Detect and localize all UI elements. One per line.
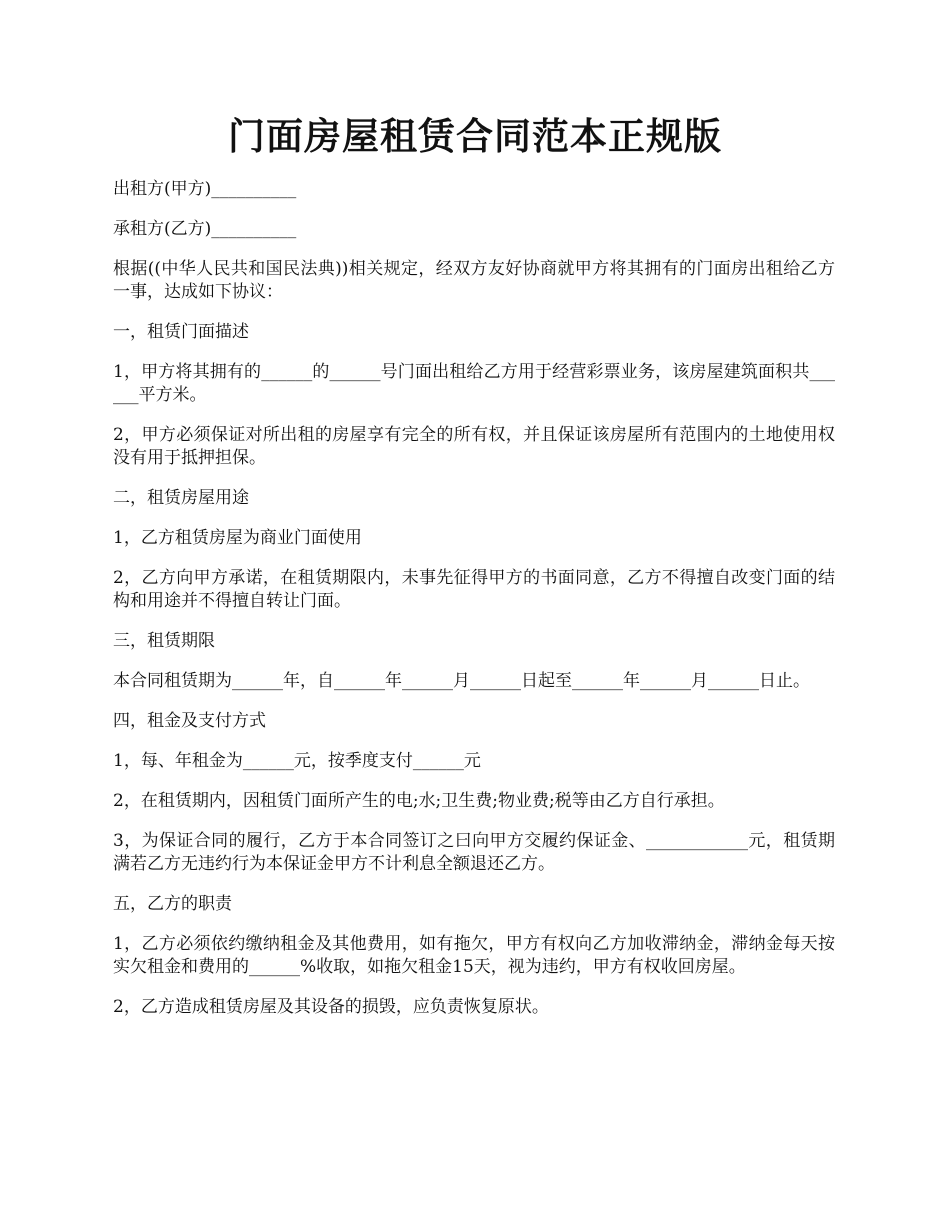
clause-4-2: 2，在租赁期内，因租赁门面所产生的电;水;卫生费;物业费;税等由乙方自行承担。 (113, 791, 725, 811)
document-title: 门面房屋租赁合同范本正规版 (228, 114, 722, 158)
lessee-line: 承租方(乙方)__________ (113, 219, 297, 239)
section-heading-1: 一，租赁门面描述 (113, 322, 249, 342)
clause-4-3: 3，为保证合同的履行，乙方于本合同签订之曰向甲方交履约保证金、____________元，租赁期满若乙方无违约行为本保证金甲方不计利息全额退还乙方。 (113, 831, 835, 874)
clause-5-2: 2，乙方造成租赁房屋及其设备的损毁，应负责恢复原状。 (113, 997, 549, 1017)
document-body (113, 178, 835, 1036)
clause-1-1: 1，甲方将其拥有的______的______号门面出租给乙方用于经营彩票业务，该房屋建筑面积共______平方米。 (113, 362, 835, 405)
clause-2-1: 1，乙方租赁房屋为商业门面使用 (113, 528, 362, 548)
clause-3-1: 本合同租赁期为______年，自______年______月______日起至______年______月______日止。 (113, 671, 810, 691)
section-heading-4: 四，租金及支付方式 (113, 711, 266, 731)
section-heading-2: 二，租赁房屋用途 (113, 488, 249, 508)
section-heading-5: 五，乙方的职责 (113, 894, 232, 914)
section-heading-3: 三，租赁期限 (113, 631, 215, 651)
clause-4-1: 1，每、年租金为______元，按季度支付______元 (113, 751, 481, 771)
clause-5-1: 1，乙方必须依约缴纳租金及其他费用，如有拖欠，甲方有权向乙方加收滞纳金，滞纳金每天按实欠租金和费用的______%收取，如拖欠租金15天，视为违约，甲方有权收回房屋。 (113, 934, 835, 977)
preamble-paragraph: 根据((中华人民共和国民法典))相关规定，经双方友好协商就甲方将其拥有的门面房出租给乙方一事，达成如下协议： (113, 259, 835, 302)
clause-2-2: 2，乙方向甲方承诺，在租赁期限内，未事先征得甲方的书面同意，乙方不得擅自改变门面的结构和用途并不得擅自转让门面。 (113, 568, 835, 611)
lessor-line: 出租方(甲方)__________ (113, 179, 297, 199)
clause-1-2: 2，甲方必须保证对所出租的房屋享有完全的所有权，并且保证该房屋所有范围内的土地使用权没有用于抵押担保。 (113, 425, 835, 468)
